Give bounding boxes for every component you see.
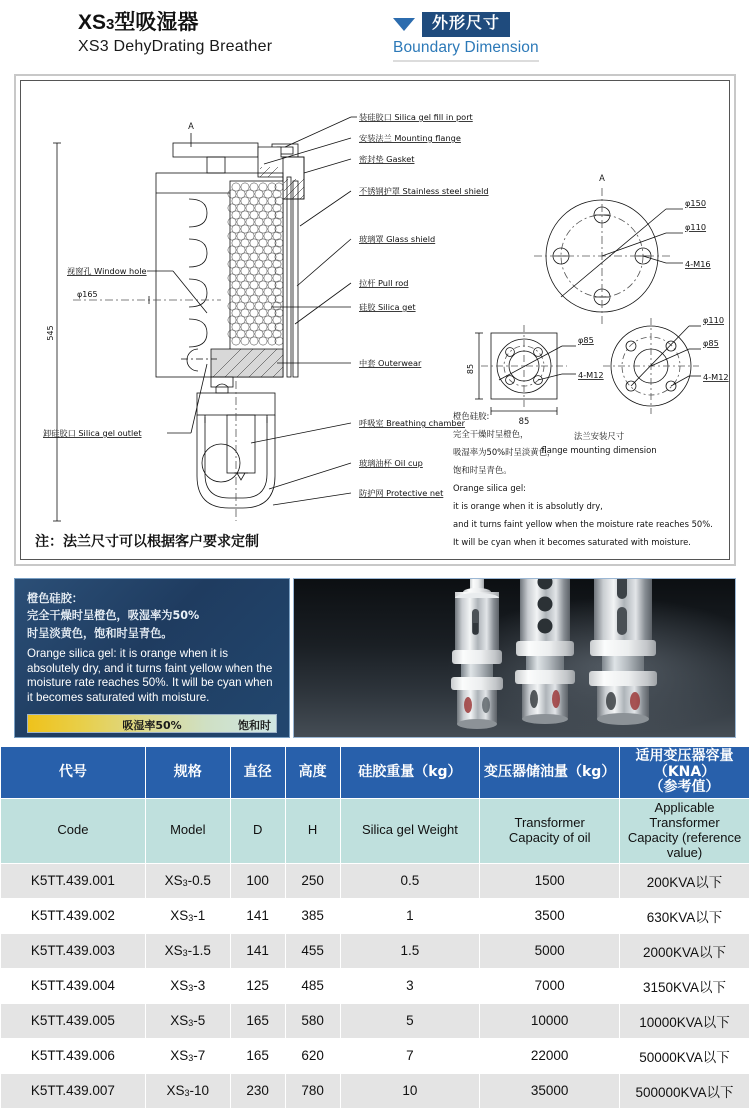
- cell-gel-weight: 10: [340, 1073, 480, 1108]
- gel-note-cn-0: 橙色硅胶:: [453, 411, 490, 421]
- dim-height: 545: [46, 325, 55, 341]
- th-capacity-en: [620, 799, 750, 864]
- dim-flange-bolts: 4-M16: [685, 259, 711, 269]
- dim-square-circle: φ85: [578, 335, 594, 345]
- callout-glass-shield: 玻璃罩 Glass shield: [359, 234, 436, 244]
- cell-height: 250: [285, 863, 340, 898]
- page-title-en: XS3 DehyDrating Breather: [78, 38, 273, 56]
- cell-transformer-capacity: 200KVA以下: [620, 863, 750, 898]
- cell-model: XS3-10: [145, 1073, 230, 1108]
- page-title-cn: [78, 10, 272, 36]
- th-capacity-cn: [620, 747, 750, 799]
- cell-height: 485: [285, 968, 340, 1003]
- th-diameter-en: D: [230, 799, 285, 864]
- gel-note-cn-2: 吸湿率为50%时呈淡黄色，: [453, 447, 556, 457]
- boundary-dimension-badge: [393, 12, 593, 62]
- middle-band: [0, 578, 750, 742]
- cell-diameter: 165: [230, 1003, 285, 1038]
- cell-oil-capacity: 1500: [480, 863, 620, 898]
- gel-note-en-1: it is orange when it is absolutly dry,: [453, 501, 603, 511]
- cell-height: 385: [285, 898, 340, 933]
- cell-diameter: 141: [230, 933, 285, 968]
- cell-model: XS3-1.5: [145, 933, 230, 968]
- gel-note-cn-1: 完全干燥时呈橙色，: [453, 429, 529, 439]
- title-cn-sub: 3: [106, 16, 115, 33]
- title-cn-rest: 型吸湿器: [114, 11, 199, 34]
- table-row: [1, 898, 750, 933]
- breather-unit-2: [515, 579, 575, 724]
- cell-model: XS3-5: [145, 1003, 230, 1038]
- th-height-cn: 高度: [285, 747, 340, 799]
- cell-transformer-capacity: 10000KVA以下: [620, 1003, 750, 1038]
- section-mark-a-left: A: [188, 121, 194, 131]
- dim-flange-outer: φ150: [685, 198, 707, 208]
- cell-diameter: 165: [230, 1038, 285, 1073]
- gel-note-en-3: It will be cyan when it becomes saturated with moisture.: [453, 537, 691, 547]
- cell-gel-weight: 3: [340, 968, 480, 1003]
- cell-transformer-capacity: 500000KVA以下: [620, 1073, 750, 1108]
- diagram-panel: [14, 74, 736, 566]
- dim-small-flange-outer: φ110: [703, 315, 725, 325]
- cell-gel-weight: 5: [340, 1003, 480, 1038]
- th-model-en: Model: [145, 799, 230, 864]
- table-body: [1, 863, 750, 1108]
- th-capacity-cn-l2: （参考值）: [649, 779, 720, 796]
- triangle-down-icon: [393, 18, 415, 31]
- th-capacity-en-l2: Capacity (reference value): [627, 829, 742, 860]
- dim-square-height: 85: [466, 363, 475, 375]
- cell-code: K5TT.439.005: [1, 1003, 146, 1038]
- cell-diameter: 230: [230, 1073, 285, 1108]
- breather-unit-3: [589, 579, 657, 725]
- th-diameter-cn: 直径: [230, 747, 285, 799]
- callout-protective-net: 防护网 Protective net: [359, 488, 444, 498]
- cell-gel-weight: 1.5: [340, 933, 480, 968]
- th-code-en: Code: [1, 799, 146, 864]
- callout-gasket: 密封垫 Gasket: [359, 154, 415, 164]
- technical-drawing: [21, 81, 730, 560]
- gel-bar-right-label: 饱和时: [238, 719, 271, 733]
- info-cn-line-2: 时呈淡黄色，饱和时呈青色。: [27, 626, 173, 640]
- callout-oil-cup: 玻璃油杯 Oil cup: [359, 458, 423, 468]
- cell-oil-capacity: 10000: [480, 1003, 620, 1038]
- callout-mounting-flange: 安装法兰 Mounting flange: [359, 133, 461, 143]
- table-row: [1, 1038, 750, 1073]
- title-cn-main: XS: [78, 11, 107, 34]
- table-row: [1, 863, 750, 898]
- cell-model: XS3-3: [145, 968, 230, 1003]
- diagram-frame: [20, 80, 730, 560]
- cell-code: K5TT.439.006: [1, 1038, 146, 1073]
- dim-flange-bolt-circle: φ110: [685, 222, 707, 232]
- specification-table: [0, 746, 750, 1109]
- table-header-cn-row: [1, 747, 750, 799]
- cell-code: K5TT.439.003: [1, 933, 146, 968]
- table-row: [1, 968, 750, 1003]
- cell-code: K5TT.439.004: [1, 968, 146, 1003]
- th-oil-en-l2: Capacity of oil: [508, 829, 591, 845]
- breather-unit-1: [451, 579, 503, 729]
- moisture-gradient-bar: [27, 714, 277, 733]
- th-model-cn: 规格: [145, 747, 230, 799]
- cell-oil-capacity: 22000: [480, 1038, 620, 1073]
- cell-oil-capacity: 35000: [480, 1073, 620, 1108]
- badge-label-cn: 外形尺寸: [422, 12, 510, 37]
- callout-window-hole: 视窗孔 Window hole: [67, 266, 147, 276]
- cell-height: 455: [285, 933, 340, 968]
- diagram-note: 注：法兰尺寸可以根据客户要求定制: [35, 534, 259, 550]
- cell-model: XS3-7: [145, 1038, 230, 1073]
- cell-transformer-capacity: 630KVA以下: [620, 898, 750, 933]
- callout-breathing-chamber: 呼吸室 Breathing chamber: [359, 418, 465, 428]
- table-row: [1, 1073, 750, 1108]
- cell-code: K5TT.439.001: [1, 863, 146, 898]
- cell-transformer-capacity: 50000KVA以下: [620, 1038, 750, 1073]
- th-height-en: H: [285, 799, 340, 864]
- gel-bar-mid-label: 吸湿率50%: [122, 719, 182, 733]
- dim-diameter: φ165: [77, 290, 98, 299]
- th-gel-cn: 硅胶重量（kg）: [340, 747, 480, 799]
- cell-model: XS3-0.5: [145, 863, 230, 898]
- th-gel-en: Silica gel Weight: [340, 799, 480, 864]
- dim-small-flange-bolt-circle: φ85: [703, 338, 719, 348]
- th-oil-en: [480, 799, 620, 864]
- callout-silica-gel-outlet: 卸硅胶口 Silica gel outlet: [43, 428, 142, 438]
- callout-outerwear: 中套 Outerwear: [359, 358, 422, 368]
- th-code-cn: 代号: [1, 747, 146, 799]
- cell-model: XS3-1: [145, 898, 230, 933]
- dim-small-flange-bolts: 4-M12: [703, 372, 729, 382]
- info-en-text: Orange silica gel: it is orange when it is absolutely dry, and it turns faint yellow when the moisture rate reaches 50%. It will be cyan when it becomes saturated with moisture.: [27, 647, 273, 704]
- table-row: [1, 1003, 750, 1038]
- cell-transformer-capacity: 3150KVA以下: [620, 968, 750, 1003]
- section-mark-a-right: A: [599, 173, 605, 183]
- page-header: [0, 0, 750, 70]
- cell-height: 580: [285, 1003, 340, 1038]
- cell-diameter: 125: [230, 968, 285, 1003]
- th-oil-cn: 变压器储油量（kg）: [480, 747, 620, 799]
- flange-caption-cn: 法兰安装尺寸: [573, 431, 625, 441]
- callout-pull-rod: 拉杆 Pull rod: [359, 278, 409, 288]
- cell-gel-weight: 1: [340, 898, 480, 933]
- dim-square-bolts: 4-M12: [578, 370, 604, 380]
- cell-height: 620: [285, 1038, 340, 1073]
- cell-code: K5TT.439.002: [1, 898, 146, 933]
- table-header-en-row: [1, 799, 750, 864]
- info-cn-line-0: 橙色硅胶：: [27, 592, 83, 605]
- info-cn-line-1: 完全干燥时呈橙色，吸湿率为50%: [27, 609, 200, 623]
- callout-silica-gel: 硅胶 Silica get: [359, 302, 416, 312]
- cell-code: K5TT.439.007: [1, 1073, 146, 1108]
- cell-diameter: 100: [230, 863, 285, 898]
- cell-oil-capacity: 5000: [480, 933, 620, 968]
- th-capacity-en-l1: Applicable Transformer: [649, 800, 720, 830]
- cell-gel-weight: 0.5: [340, 863, 480, 898]
- callout-silica-fill-port: 装硅胶口 Silica gel fill in port: [359, 112, 473, 122]
- callout-stainless-steel-shield: 不锈钢护罩 Stainless steel shield: [359, 186, 489, 196]
- table-row: [1, 933, 750, 968]
- cell-transformer-capacity: 2000KVA以下: [620, 933, 750, 968]
- gel-note-en-2: and it turns faint yellow when the moisture rate reaches 50%.: [453, 519, 713, 529]
- product-photo: [293, 578, 736, 738]
- title-block: [78, 10, 272, 58]
- cell-diameter: 141: [230, 898, 285, 933]
- gel-note-cn-3: 饱和时呈青色。: [453, 465, 512, 475]
- th-oil-en-l1: Transformer: [514, 814, 585, 830]
- dim-square-width: 85: [518, 416, 530, 426]
- gel-note-en-0: Orange silica gel:: [453, 483, 526, 493]
- cell-height: 780: [285, 1073, 340, 1108]
- flange-caption-en: flange mounting dimension: [541, 445, 657, 455]
- silica-gel-info-panel: [14, 578, 290, 738]
- cell-oil-capacity: 7000: [480, 968, 620, 1003]
- badge-label-en: Boundary Dimension: [393, 39, 539, 62]
- th-capacity-cn-l1: 适用变压器容量（KNA）: [635, 748, 734, 780]
- cell-gel-weight: 7: [340, 1038, 480, 1073]
- product-photo-illustration: [294, 579, 735, 737]
- cell-oil-capacity: 3500: [480, 898, 620, 933]
